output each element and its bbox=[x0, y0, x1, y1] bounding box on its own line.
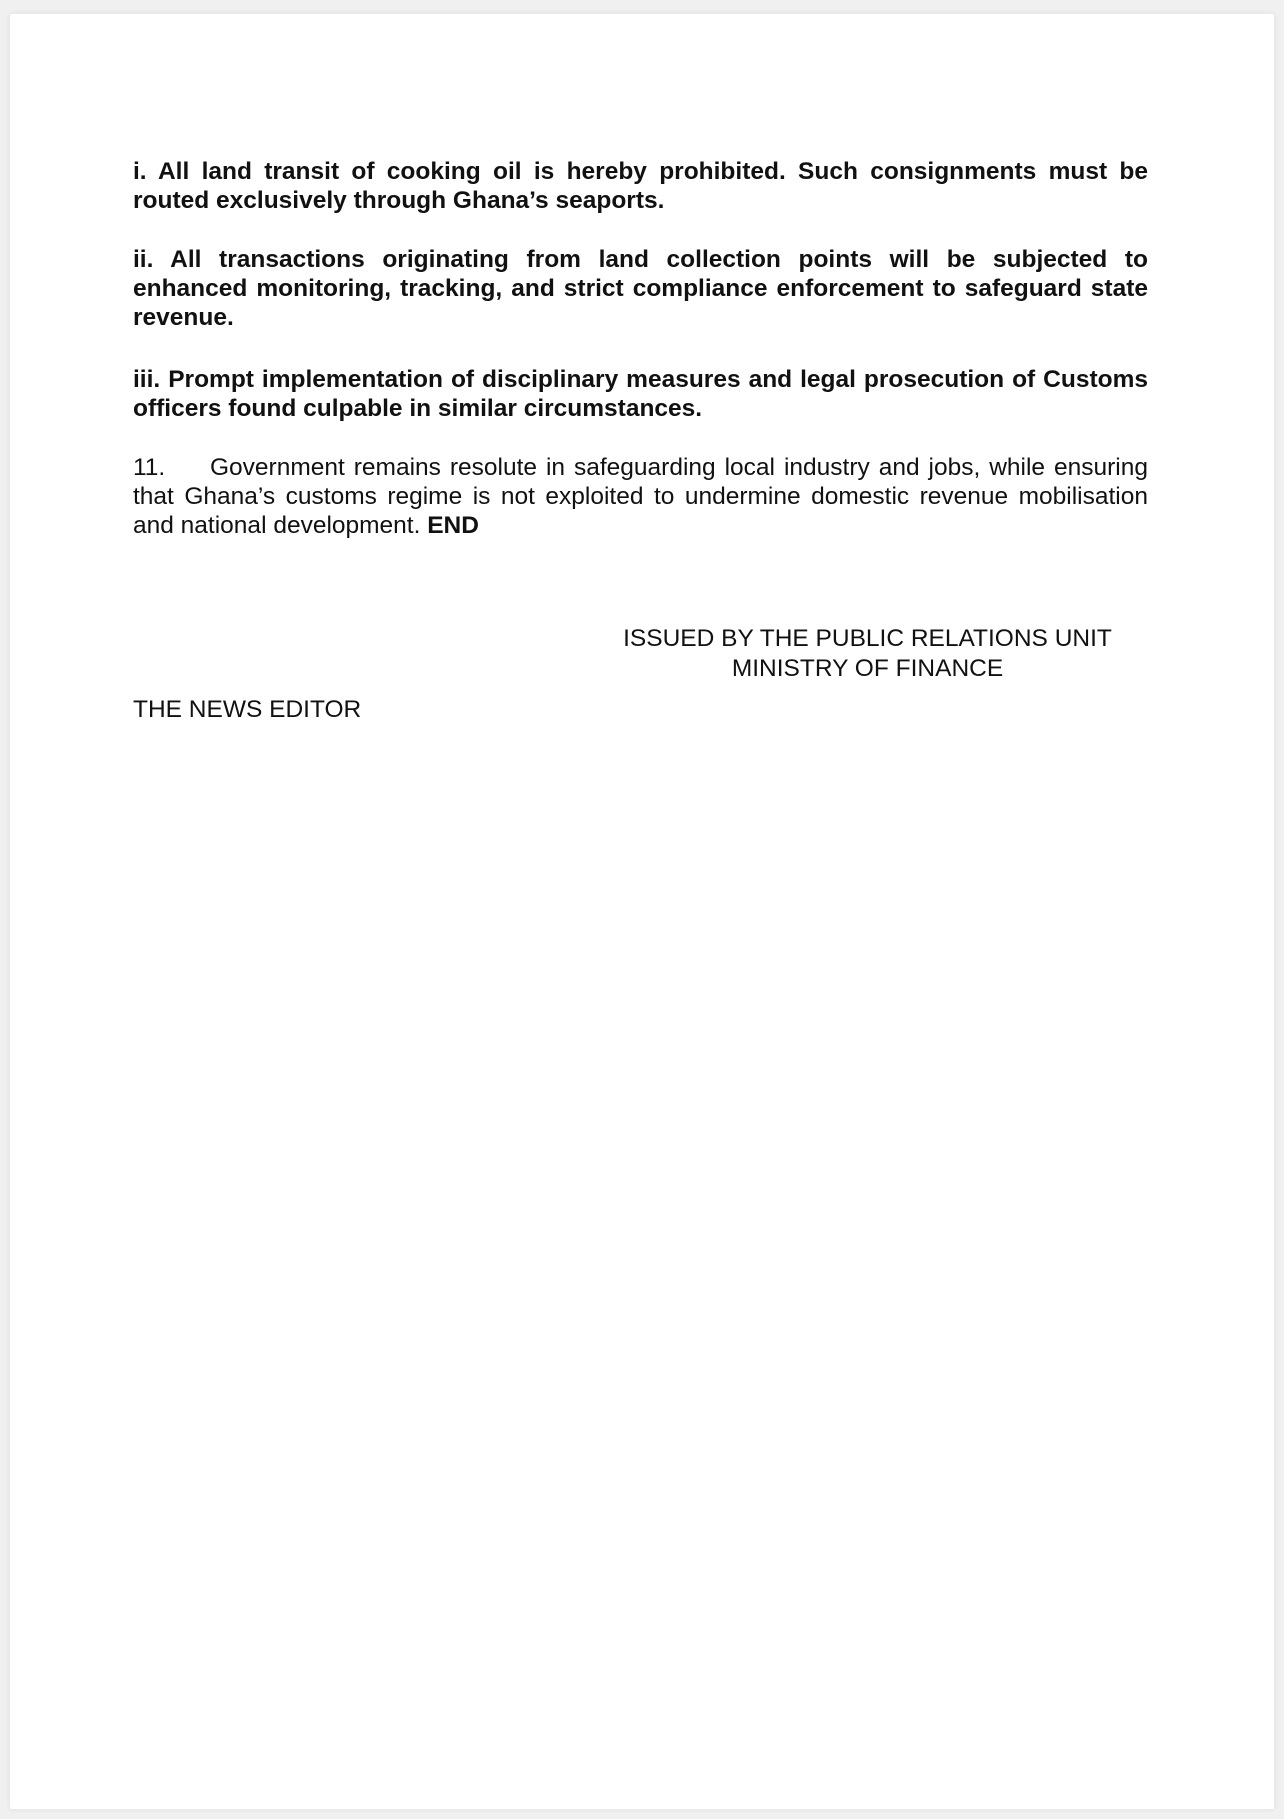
paragraph-11-text: Government remains resolute in safeguarding local industry and jobs, while ensuring that Ghana’s customs regime is not exploited to undermine domestic revenue mobilisation and national development. bbox=[133, 454, 1148, 539]
paragraph-11 bbox=[133, 453, 1148, 540]
paragraph-number: 11. bbox=[133, 454, 166, 481]
end-marker: END bbox=[427, 512, 479, 539]
document-page bbox=[10, 14, 1274, 1809]
directive-item-ii: ii. All transactions originating from land collection points will be subjected to enhanced monitoring, tracking, and strict compliance enforcement to safeguard state revenue. bbox=[133, 246, 1148, 331]
ministry-line: MINISTRY OF FINANCE bbox=[731, 655, 1004, 682]
directive-item-iii: iii. Prompt implementation of disciplinary measures and legal prosecution of Customs officers found culpable in similar circumstances. bbox=[133, 366, 1148, 422]
addressee-line: THE NEWS EDITOR bbox=[133, 696, 362, 723]
issuer-block bbox=[615, 624, 1120, 684]
issued-by-line: ISSUED BY THE PUBLIC RELATIONS UNIT bbox=[623, 625, 1112, 652]
document-body bbox=[133, 157, 1148, 540]
directive-item-i: i. All land transit of cooking oil is hereby prohibited. Such consignments must be routed exclusively through Ghana’s seaports. bbox=[133, 158, 1148, 214]
